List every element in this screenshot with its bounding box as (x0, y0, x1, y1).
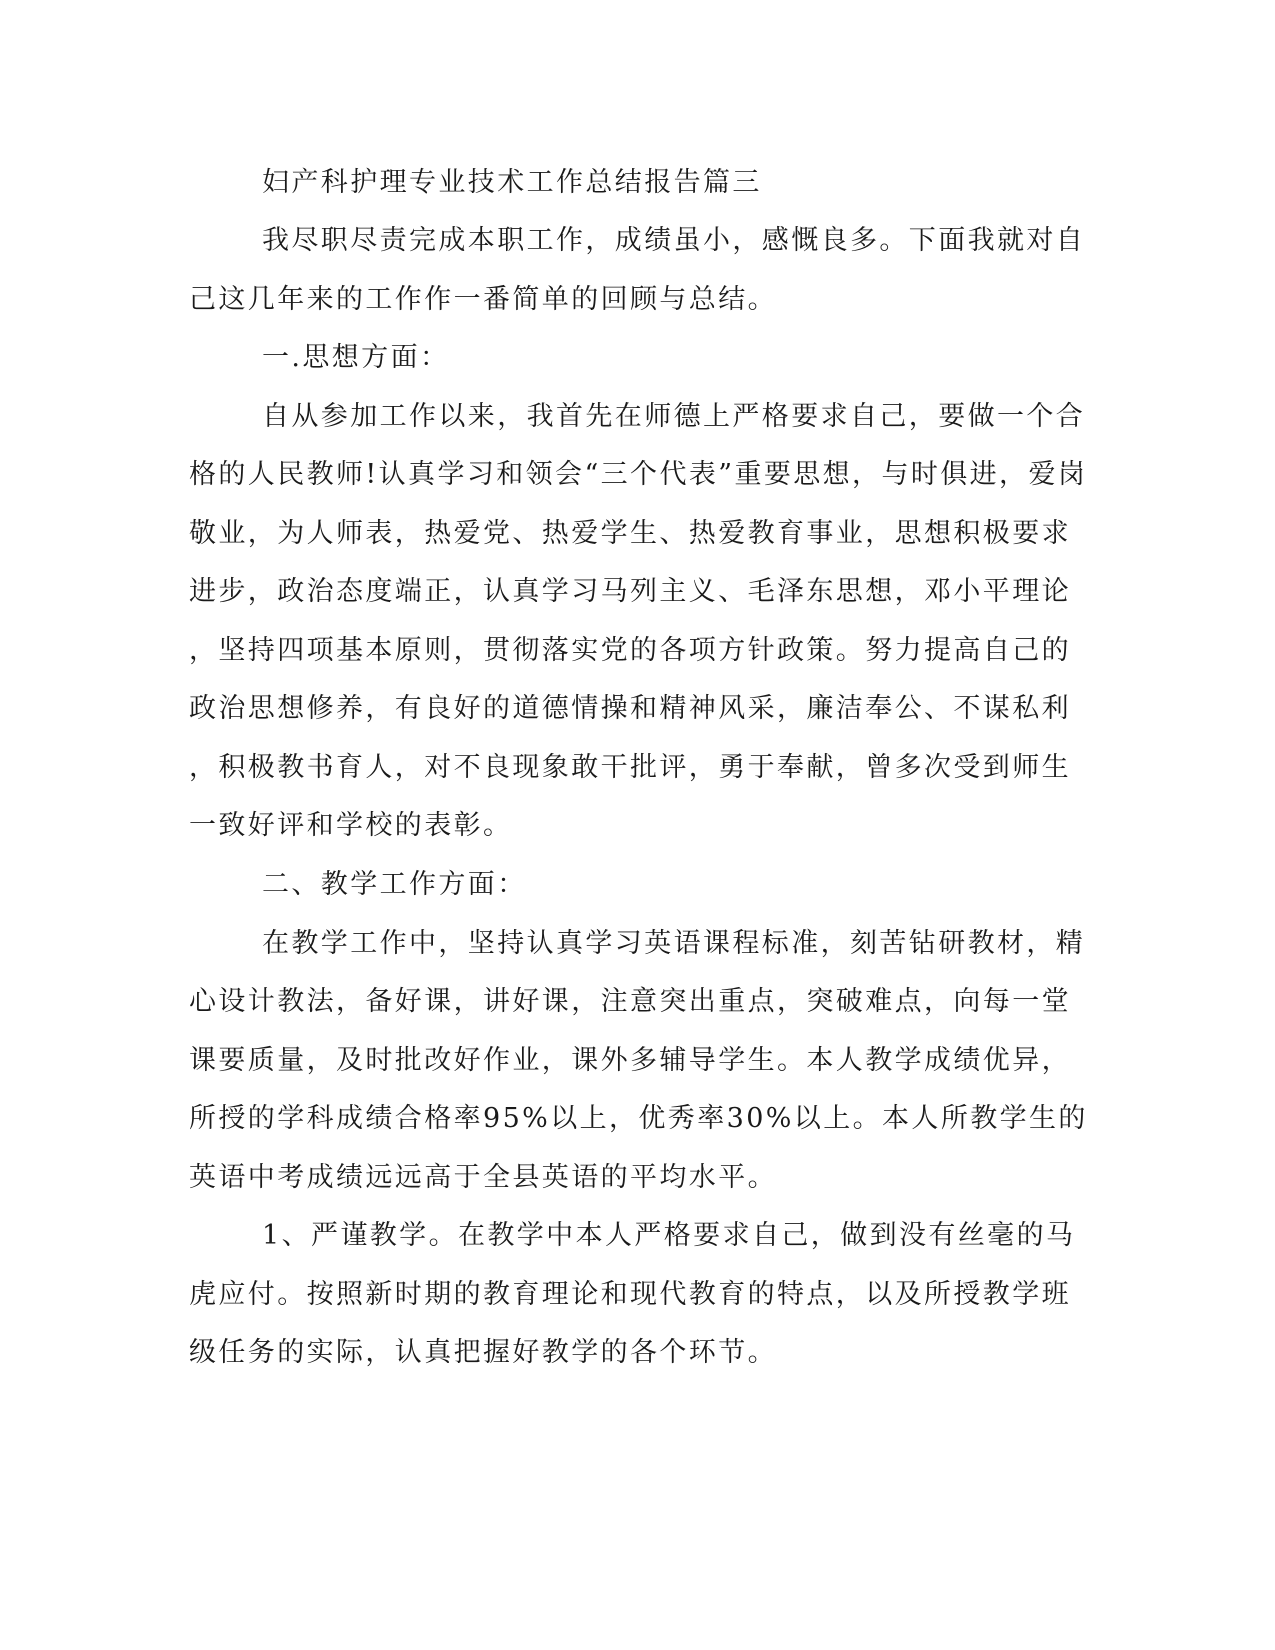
paragraph-line: 虎应付。按照新时期的教育理论和现代教育的特点，以及所授教学班 (189, 1279, 1071, 1310)
paragraph-line: 政治思想修养，有良好的道德情操和精神风采，廉洁奉公、不谋私利 (189, 693, 1071, 724)
paragraph-line: ，坚持四项基本原则，贯彻落实党的各项方针政策。努力提高自己的 (189, 635, 1071, 666)
paragraph-line: 自从参加工作以来，我首先在师德上严格要求自己，要做一个合 (262, 401, 1086, 432)
document-title: 妇产科护理专业技术工作总结报告篇三 (262, 167, 762, 198)
paragraph-line: 进步，政治态度端正，认真学习马列主义、毛泽东思想，邓小平理论 (189, 576, 1071, 607)
paragraph-line: 敬业，为人师表，热爱党、热爱学生、热爱教育事业，思想积极要求 (189, 518, 1071, 549)
section-heading: 一.思想方面： (262, 342, 450, 373)
paragraph-line: 所授的学科成绩合格率95%以上，优秀率30%以上。本人所教学生的 (189, 1103, 1088, 1134)
paragraph-line: 格的人民教师!认真学习和领会“三个代表”重要思想，与时俱进，爱岗 (189, 459, 1088, 490)
paragraph-line: 1、严谨教学。在教学中本人严格要求自己，做到没有丝毫的马 (262, 1220, 1076, 1251)
paragraph-line: 英语中考成绩远远高于全县英语的平均水平。 (189, 1162, 777, 1193)
section-heading: 二、教学工作方面： (262, 869, 527, 900)
paragraph-line: 课要质量，及时批改好作业，课外多辅导学生。本人教学成绩优异， (189, 1045, 1071, 1076)
paragraph-line: 在教学工作中，坚持认真学习英语课程标准，刻苦钻研教材，精 (262, 928, 1086, 959)
paragraph-line: 一致好评和学校的表彰。 (189, 810, 513, 841)
paragraph-line: 己这几年来的工作作一番简单的回顾与总结。 (189, 284, 777, 315)
paragraph-line: 级任务的实际，认真把握好教学的各个环节。 (189, 1337, 777, 1368)
paragraph-line: 我尽职尽责完成本职工作，成绩虽小，感慨良多。下面我就对自 (262, 225, 1086, 256)
paragraph-line: 心设计教法，备好课，讲好课，注意突出重点，突破难点，向每一堂 (189, 986, 1071, 1017)
paragraph-line: ，积极教书育人，对不良现象敢干批评，勇于奉献，曾多次受到师生 (189, 752, 1071, 783)
